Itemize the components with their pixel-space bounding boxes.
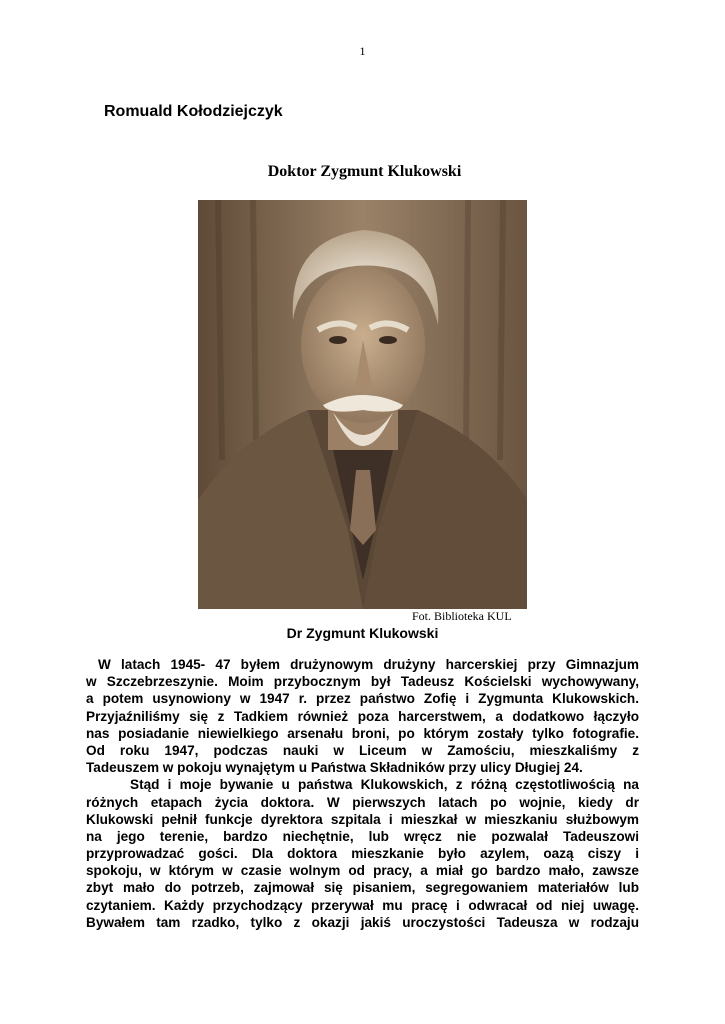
paragraph-1-line: a potem usynowiony w 1947 r. przez państwo Zofię i Zygmunta Klukowskich.: [86, 691, 639, 707]
article-body: [86, 656, 639, 931]
paragraph-2-line: różnych etapach życia doktora. W pierwszych latach po wojnie, kiedy dr: [86, 794, 639, 810]
paragraph-2-line: spokoju, w którym w czasie wolnym od pracy, a miał go bardzo mało, zawsze: [86, 863, 639, 879]
paragraph-1-line: nas posiadanie niewielkiego arsenału broni, po którym zostały tylko fotografie.: [86, 725, 639, 741]
page-number: 1: [359, 44, 366, 58]
paragraph-2-line: na jego terenie, bardzo niechętnie, lub wręcz nie pozwalał Tadeuszowi: [86, 828, 639, 844]
paragraph-1-line: Przyjaźniliśmy się z Tadkiem również poza harcerstwem, a dodatkowo łączyło: [86, 708, 639, 724]
paragraph-2-line: czytaniem. Każdy przychodzący przerywał mu pracę i odwracał od niej uwagę.: [86, 897, 639, 913]
paragraph-2-line: przyprowadzać gości. Dla doktora mieszkanie było azylem, oazą ciszy i: [86, 846, 639, 862]
paragraph-2-line: zbyt mało do potrzeb, zajmował się pisaniem, segregowaniem materiałów lub: [86, 880, 639, 896]
paragraph-1-line: w Szczebrzeszynie. Moim przybocznym był Tadeusz Kościelski wychowywany,: [86, 674, 639, 690]
paragraph-1-line: Tadeuszem w pokoju wynajętym u Państwa Składników przy ulicy Długiej 24.: [86, 760, 583, 776]
paragraph-2-line: Stąd i moje bywanie u państwa Klukowskich, z różną częstotliwością na: [130, 777, 639, 793]
paragraph-2-line: Klukowski pełnił funkcje dyrektora szpitala i mieszkał w mieszkaniu służbowym: [86, 811, 639, 827]
author-name: Romuald Kołodziejczyk: [104, 103, 283, 120]
paragraph-1-line: Od roku 1947, podczas nauki w Liceum w Zamościu, mieszkaliśmy z: [86, 742, 639, 758]
paragraph-2-line: Bywałem tam rzadko, tylko z okazji jakiś uroczystości Tadeusza w rodzaju: [86, 914, 639, 930]
photo-credit: Fot. Biblioteka KUL: [412, 609, 512, 623]
portrait-photo: [198, 200, 527, 609]
paragraph-1-line: W latach 1945- 47 byłem drużynowym drużyny harcerskiej przy Gimnazjum: [98, 657, 639, 672]
article-title: Doktor Zygmunt Klukowski: [267, 163, 462, 180]
photo-caption: Dr Zygmunt Klukowski: [286, 625, 439, 641]
